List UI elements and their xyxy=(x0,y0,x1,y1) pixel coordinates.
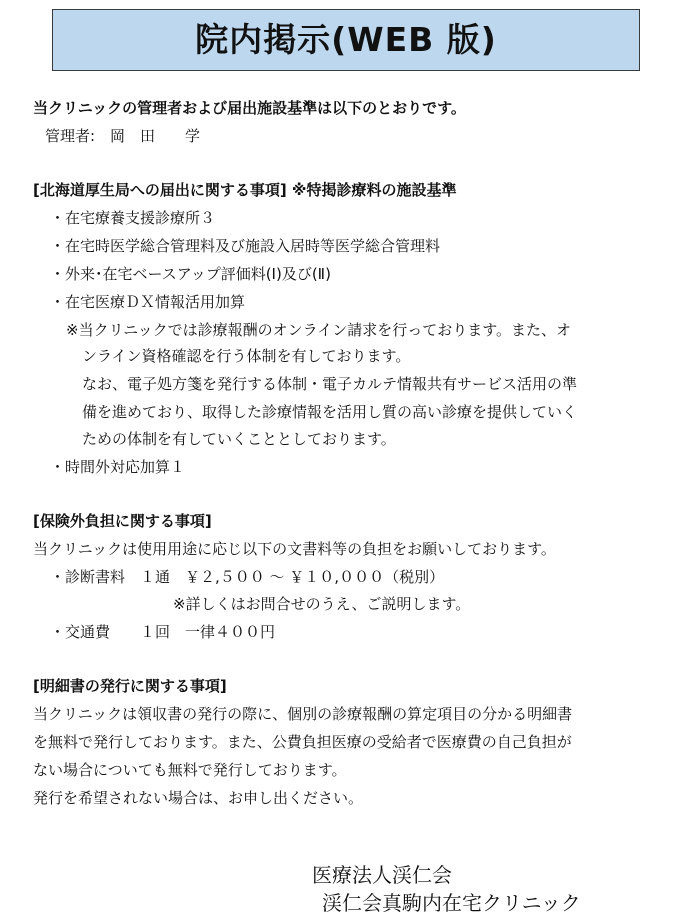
section1-heading: [北海道厚生局への届出に関する事項] ※特掲診療料の施設基準 xyxy=(33,181,457,199)
list-item: ・在宅時医学総合管理料及び施設入居時等医学総合管理料 xyxy=(50,237,441,255)
manager-line: 管理者: 岡 田 学 xyxy=(45,127,201,145)
note-line: 備を進めており、取得した診療情報を活用し質の高い診療を提供していく xyxy=(82,403,578,421)
section3-line: 当クリニックは領収書の発行の際に、個別の診療報酬の算定項目の分かる明細書 xyxy=(33,705,573,723)
section3-heading: [明細書の発行に関する事項] xyxy=(33,677,227,695)
list-item: ・在宅医療ＤＸ情報活用加算 xyxy=(50,293,246,311)
note-line: ※当クリニックでは診療報酬のオンライン請求を行っております。また、オ xyxy=(66,321,572,339)
page-title: 院内掲示(WEB 版) xyxy=(195,20,497,59)
section3-line: 発行を希望されない場合は、お申し出ください。 xyxy=(33,789,364,807)
section3-line: を無料で発行しております。また、公費負担医療の受給者で医療費の自己負担が xyxy=(33,733,572,751)
footer-org: 医療法人渓仁会 xyxy=(312,863,452,887)
fee-item-transport: ・交通費 １回 一律４００円 xyxy=(50,623,276,641)
section2-heading: [保険外負担に関する事項] xyxy=(33,512,212,530)
list-item: ・外来･在宅ベースアップ評価料(Ⅰ)及び(Ⅱ) xyxy=(50,265,331,283)
note-line: なお、電子処方箋を発行する体制・電子カルテ情報共有サービス活用の準 xyxy=(82,375,578,393)
list-item: ・在宅療養支援診療所３ xyxy=(50,209,216,227)
section3-line: ない場合についても無料で発行しております。 xyxy=(33,761,347,779)
footer-clinic: 渓仁会真駒内在宅クリニック xyxy=(322,891,581,915)
page-title-box xyxy=(52,9,640,71)
fee-note: ※詳しくはお問合せのうえ、ご説明します。 xyxy=(173,595,471,613)
fee-item-diagnosis: ・診断書料 １通 ￥２,５００ ～ ￥１０,０００（税別） xyxy=(50,568,445,586)
intro-text: 当クリニックの管理者および届出施設基準は以下のとおりです。 xyxy=(33,99,466,117)
note-line: ための体制を有していくこととしております。 xyxy=(82,430,396,448)
note-line: ンライン資格確認を行う体制を有しております。 xyxy=(82,347,411,365)
list-item: ・時間外対応加算１ xyxy=(50,458,186,476)
section2-intro: 当クリニックは使用用途に応じ以下の文書料等の負担をお願いしております。 xyxy=(33,540,556,558)
